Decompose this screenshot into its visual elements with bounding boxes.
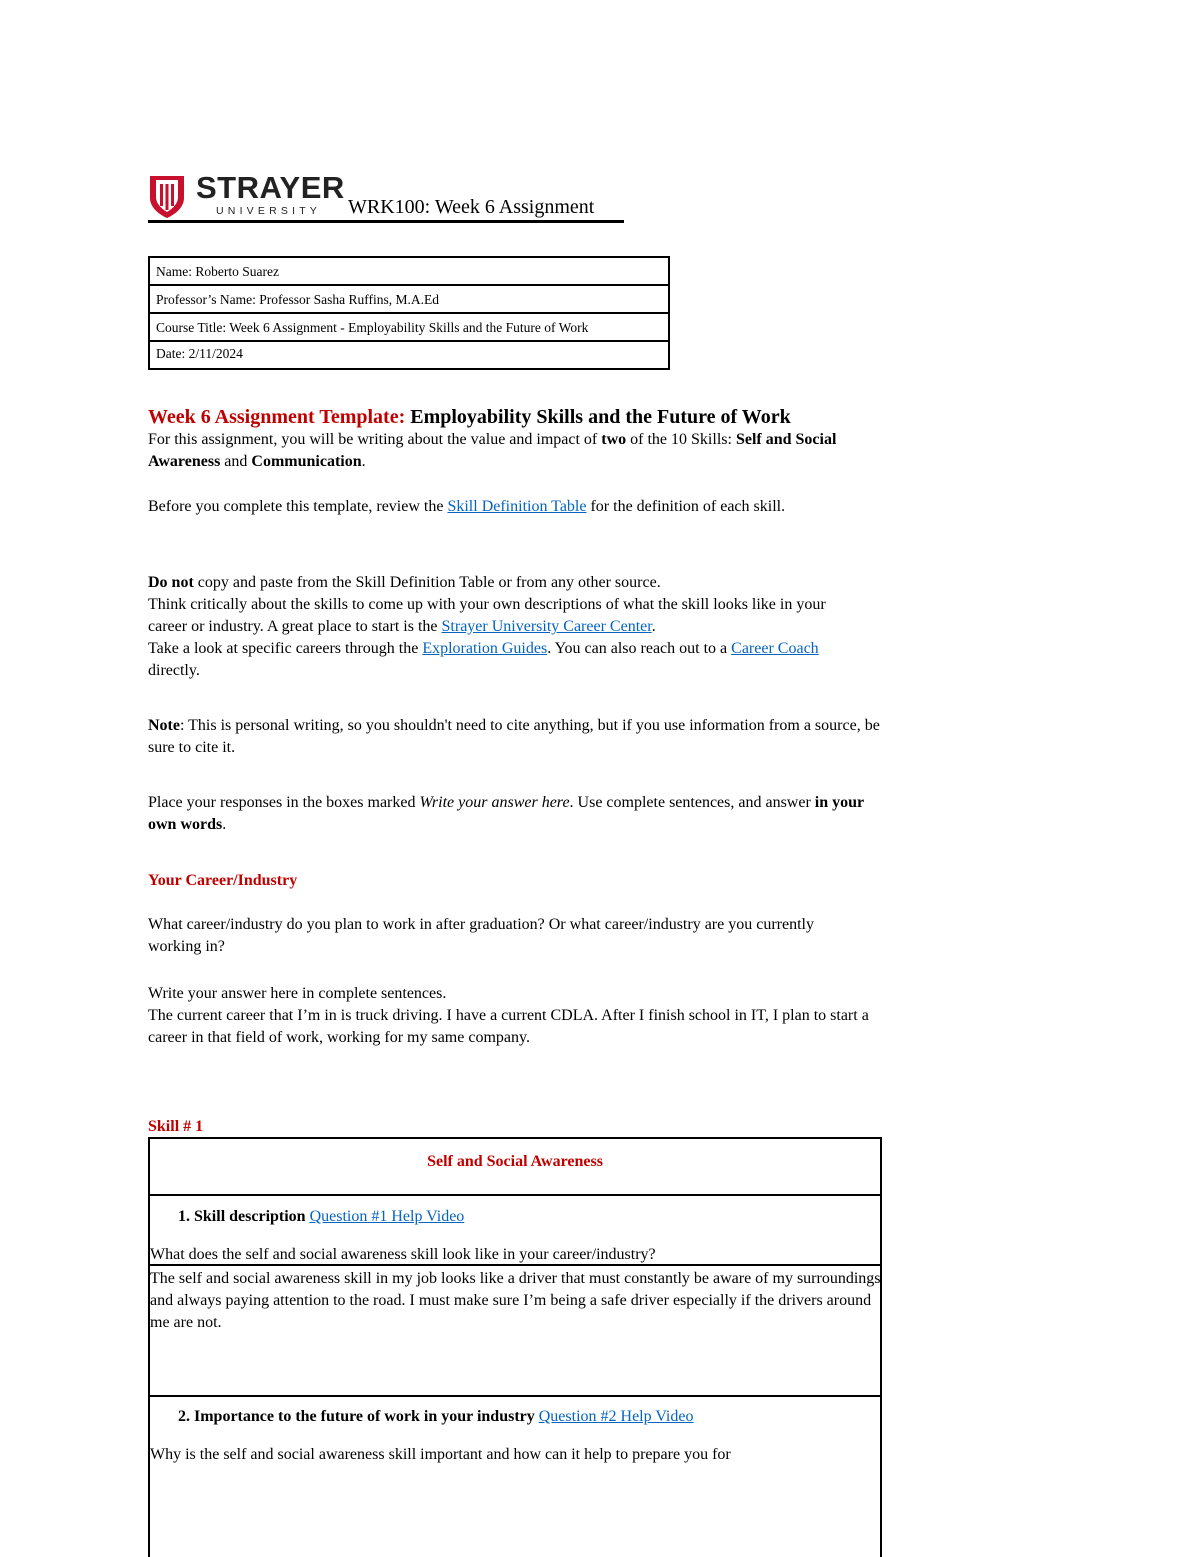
review-paragraph [148, 496, 868, 518]
question-2-divider [150, 1395, 880, 1397]
logo-wordmark: STRAYER [196, 170, 345, 205]
note-bold: Note [148, 717, 180, 734]
template-title-black: Employability Skills and the Future of Work [405, 406, 791, 428]
note-paragraph [148, 715, 888, 759]
date-cell: Date: 2/11/2024 [156, 346, 243, 361]
student-name-cell: Name: Roberto Suarez [150, 258, 668, 286]
question-2-heading-row [178, 1406, 693, 1428]
template-title [148, 405, 791, 429]
take-text: Take a look at specific careers through the [148, 640, 423, 657]
question-1-divider [150, 1264, 880, 1266]
intro-and: and [220, 453, 252, 470]
coach-end: directly. [148, 662, 200, 679]
exploration-guides-link[interactable]: Exploration Guides [422, 640, 548, 657]
career-answer-prompt: Write your answer here in complete sentences. [148, 985, 447, 1002]
logo-subtitle: UNIVERSITY [216, 205, 322, 217]
header-rule [148, 220, 624, 223]
student-info-table [148, 256, 670, 370]
professor-name-cell: Professor’s Name: Professor Sasha Ruffins, M.A.Ed [150, 286, 668, 314]
career-answer[interactable]: The current career that I’m in is truck driving. I have a current CDLA. After I finish school in IT, I plan to start a career in that field of work, working for my same company. [148, 1007, 869, 1046]
question-1-heading-row [178, 1206, 464, 1228]
template-title-red: Week 6 Assignment Template: [148, 406, 406, 428]
take-paragraph [148, 638, 860, 682]
do-not-text: copy and paste from the Skill Definition Table or from any other source. [193, 574, 661, 591]
intro-text-2: of the 10 Skills: [626, 431, 736, 448]
question-1-text: What does the self and social awareness skill look like in your career/industry? [150, 1246, 656, 1263]
do-not-bold: Do not [148, 574, 194, 591]
intro-text: For this assignment, you will be writing about the value and impact of [148, 431, 602, 448]
career-heading: Your Career/Industry [148, 872, 298, 889]
place-end: . [222, 816, 227, 833]
think-text: Think critically about the skills to come up with your own descriptions of what the skill looks like in your career or industry. A great place to start is the [148, 596, 826, 635]
question-2-text: Why is the self and social awareness skill important and how can it help to prepare you for [150, 1446, 731, 1463]
place-paragraph [148, 792, 878, 836]
review-text: Before you complete this template, review the [148, 498, 448, 515]
do-not-paragraph [148, 572, 888, 594]
question-2-heading: 2. Importance to the future of work in your industry [178, 1408, 535, 1425]
question-1-heading: 1. Skill description [178, 1208, 306, 1225]
place-text: Place your responses in the boxes marked [148, 794, 420, 811]
take-text-2: . You can also reach out to a [547, 640, 732, 657]
question-1-answer[interactable]: The self and social awareness skill in my job looks like a driver that must constantly be aware of my surroundings and always paying attention to the road. I must make sure I’m being a safe driver especially if the drivers around me are not. [150, 1270, 881, 1331]
think-end: . [651, 618, 656, 635]
intro-skill-2: Communication [251, 453, 362, 470]
intro-two: two [601, 431, 627, 448]
place-bold: in your own words [148, 794, 864, 833]
intro-skill-1: Self and Social Awareness [148, 431, 837, 470]
intro-paragraph [148, 429, 880, 473]
intro-end: . [361, 453, 366, 470]
skill-definition-table-link[interactable]: Skill Definition Table [447, 498, 587, 515]
place-text-2: . Use complete sentences, and answer [569, 794, 815, 811]
review-text-2: for the definition of each skill. [586, 498, 786, 515]
skill-1-title: Self and Social Awareness [427, 1153, 603, 1170]
question-2-help-video-link[interactable]: Question #2 Help Video [538, 1408, 694, 1425]
career-coach-link[interactable]: Career Coach [731, 640, 819, 657]
course-heading: WRK100: Week 6 Assignment [348, 196, 595, 218]
question-1-help-video-link[interactable]: Question #1 Help Video [309, 1208, 465, 1225]
note-text: : This is personal writing, so you shouldn't need to cite anything, but if you use information from a source, be sure to cite it. [148, 717, 880, 756]
strayer-logo [148, 172, 348, 220]
skill-1-label: Skill # 1 [148, 1118, 204, 1135]
think-paragraph [148, 594, 860, 638]
career-question: What career/industry do you plan to work in after graduation? Or what career/industry are you currently working in? [148, 916, 814, 955]
course-title-cell: Course Title: Week 6 Assignment - Employability Skills and the Future of Work [150, 314, 668, 342]
skill-1-table [148, 1137, 882, 1557]
skill-1-divider [150, 1194, 880, 1196]
place-italic: Write your answer here [419, 794, 570, 811]
career-center-link[interactable]: Strayer University Career Center [441, 618, 652, 635]
